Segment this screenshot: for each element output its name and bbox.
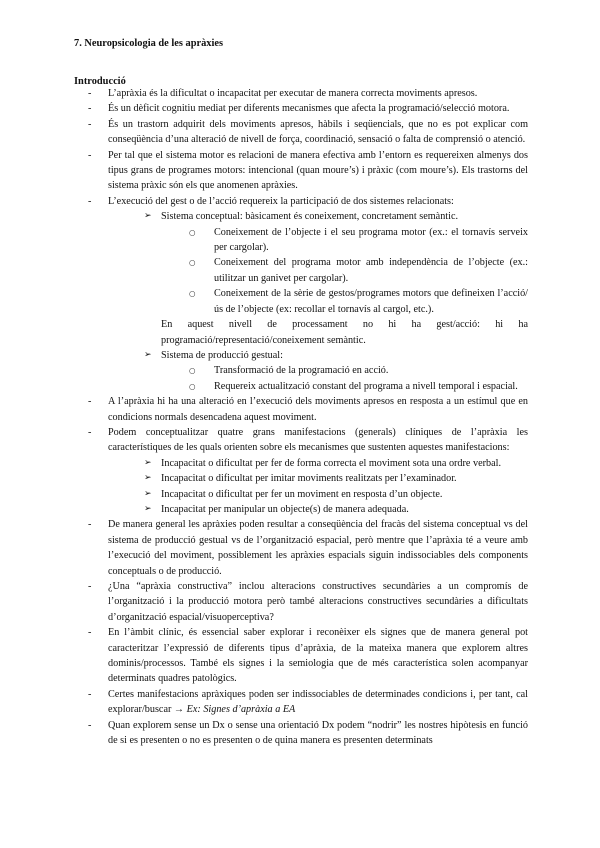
manifestation-item: ➢ Incapacitat o dificultat per imitar moviments realitzats per l’examinador. [144,471,528,486]
list-item: - És un dèficit cognitiu mediat per diferents mecanismes que afecta la programació/selecció motora. [74,101,528,116]
sublist-item: ○ Requereix actualització constant del programa a nivell temporal i espacial. [189,379,528,394]
list-item: - ¿Una “apràxia constructiva” inclou alteracions constructives secundàries a un compromís de l’organització i la producció motora però també alteracions constructives secundàries a dificultats d’organització espacial/visuoperceptiva? [74,579,528,625]
bullet-list [74,86,528,748]
sublist-item: ○ Transformació de la programació en acció. [189,363,528,378]
list-item: - Per tal que el sistema motor es relacioni de manera efectiva amb l’entorn es requereixen almenys dos tipus grans de programes motors: intencional (quan moure’s) i pràxic (com moure’s). Els trastorns del sistema pràxic són els que anomenen apràxies. [74,148,528,194]
sublist-item: ○ Coneixement de la sèrie de gestos/programes motors que defineixen l’acció/ús de l’objecte (ex: recollar el tornavís al cargol, etc.). [189,286,528,317]
manifestations-list [108,456,528,518]
manifestation-item: ➢ Incapacitat o dificultat per fer de forma correcta el moviment sota una ordre verbal. [144,456,528,471]
sublist-item: ○ Coneixement del programa motor amb independència de l’objecte (ex.: utilitzar un ganivet per cargolar). [189,255,528,286]
list-item-manifestations [74,425,528,517]
conceptual-sublist [161,225,528,317]
list-item: - Quan explorem sense un Dx o sense una orientació Dx podem “nodrir” les nostres hipòtesis en funció de si es presenten o no es presenten o de quina manera es presenten determinats [74,718,528,749]
list-item-systems [74,194,528,394]
document-body [74,86,528,748]
list-item-text: L’execució del gest o de l’acció requereix la participació de dos sistemes relacionats: [108,195,454,207]
conceptual-note: En aquest nivell de processament no hi ha gest/acció: hi ha programació/representació/coneixement semàntic. [161,319,528,346]
system-production-text: Sistema de producció gestual: [161,349,283,361]
sublist-item: ○ Coneixement de l’objecte i el seu programa motor (ex.: el tornavís serveix per cargolar). [189,225,528,256]
list-item: - De manera general les apràxies poden resultar a conseqüència del fracàs del sistema conceptual vs del sistema de producció gestual vs de l’organització espacial, però mentre que l’apràxia té a veure amb l’execució del moviment, possiblement les apràxies espacials siguin indissociables dels components conceptuals o de producció. [74,517,528,579]
list-item: - L’apràxia és la dificultat o incapacitat per executar de manera correcta moviments apresos. [74,86,528,101]
system-conceptual-text: Sistema conceptual: bàsicament és coneixement, concretament semàntic. [161,211,459,223]
system-conceptual [144,209,528,348]
list-item-text: Certes manifestacions apràxiques poden ser indissociables de determinades condicions i, per tant, cal explorar/buscar [108,688,528,716]
example-text: → Ex: Signes d’apràxia a EA [173,704,296,716]
page-title: 7. Neuropsicologia de les apràxies [74,38,224,49]
list-item-explore [74,687,528,718]
list-item-text: Podem conceptualitzar quatre grans manifestacions (generals) clíniques de l’apràxia les característiques de les quals orienten sobre els mecanismes que sustenten aquestes manifestacions: [108,426,528,454]
manifestation-item: ➢ Incapacitat o dificultat per fer un moviment en resposta d’un objecte. [144,487,528,502]
list-item: - En l’àmbit clínic, és essencial saber explorar i reconèixer els signes que de manera general pot caracteritzar l’expressió de diferents tipus d’apràxia, de la mateixa manera que explorem altres dominis/processos. També els signes i la semiologia que de més característica solen acompanyar determinats quadres patològics. [74,625,528,687]
system-production [144,348,528,394]
production-sublist [161,363,528,394]
manifestation-item: ➢ Incapacitat per manipular un objecte(s) de manera adequada. [144,502,528,517]
list-item: - A l’apràxia hi ha una alteració en l’execució dels moviments apresos en resposta a un estímul que en condicions normals desencadena aquest moviment. [74,394,528,425]
systems-list [108,209,528,394]
list-item: - És un trastorn adquirit dels moviments apresos, hàbils i seqüencials, que no es pot explicar com conseqüència d’una alteració de nivell de força, coordinació, sensació o falta de comprensió o atenció. [74,117,528,148]
section-heading: Introducció [74,76,126,87]
